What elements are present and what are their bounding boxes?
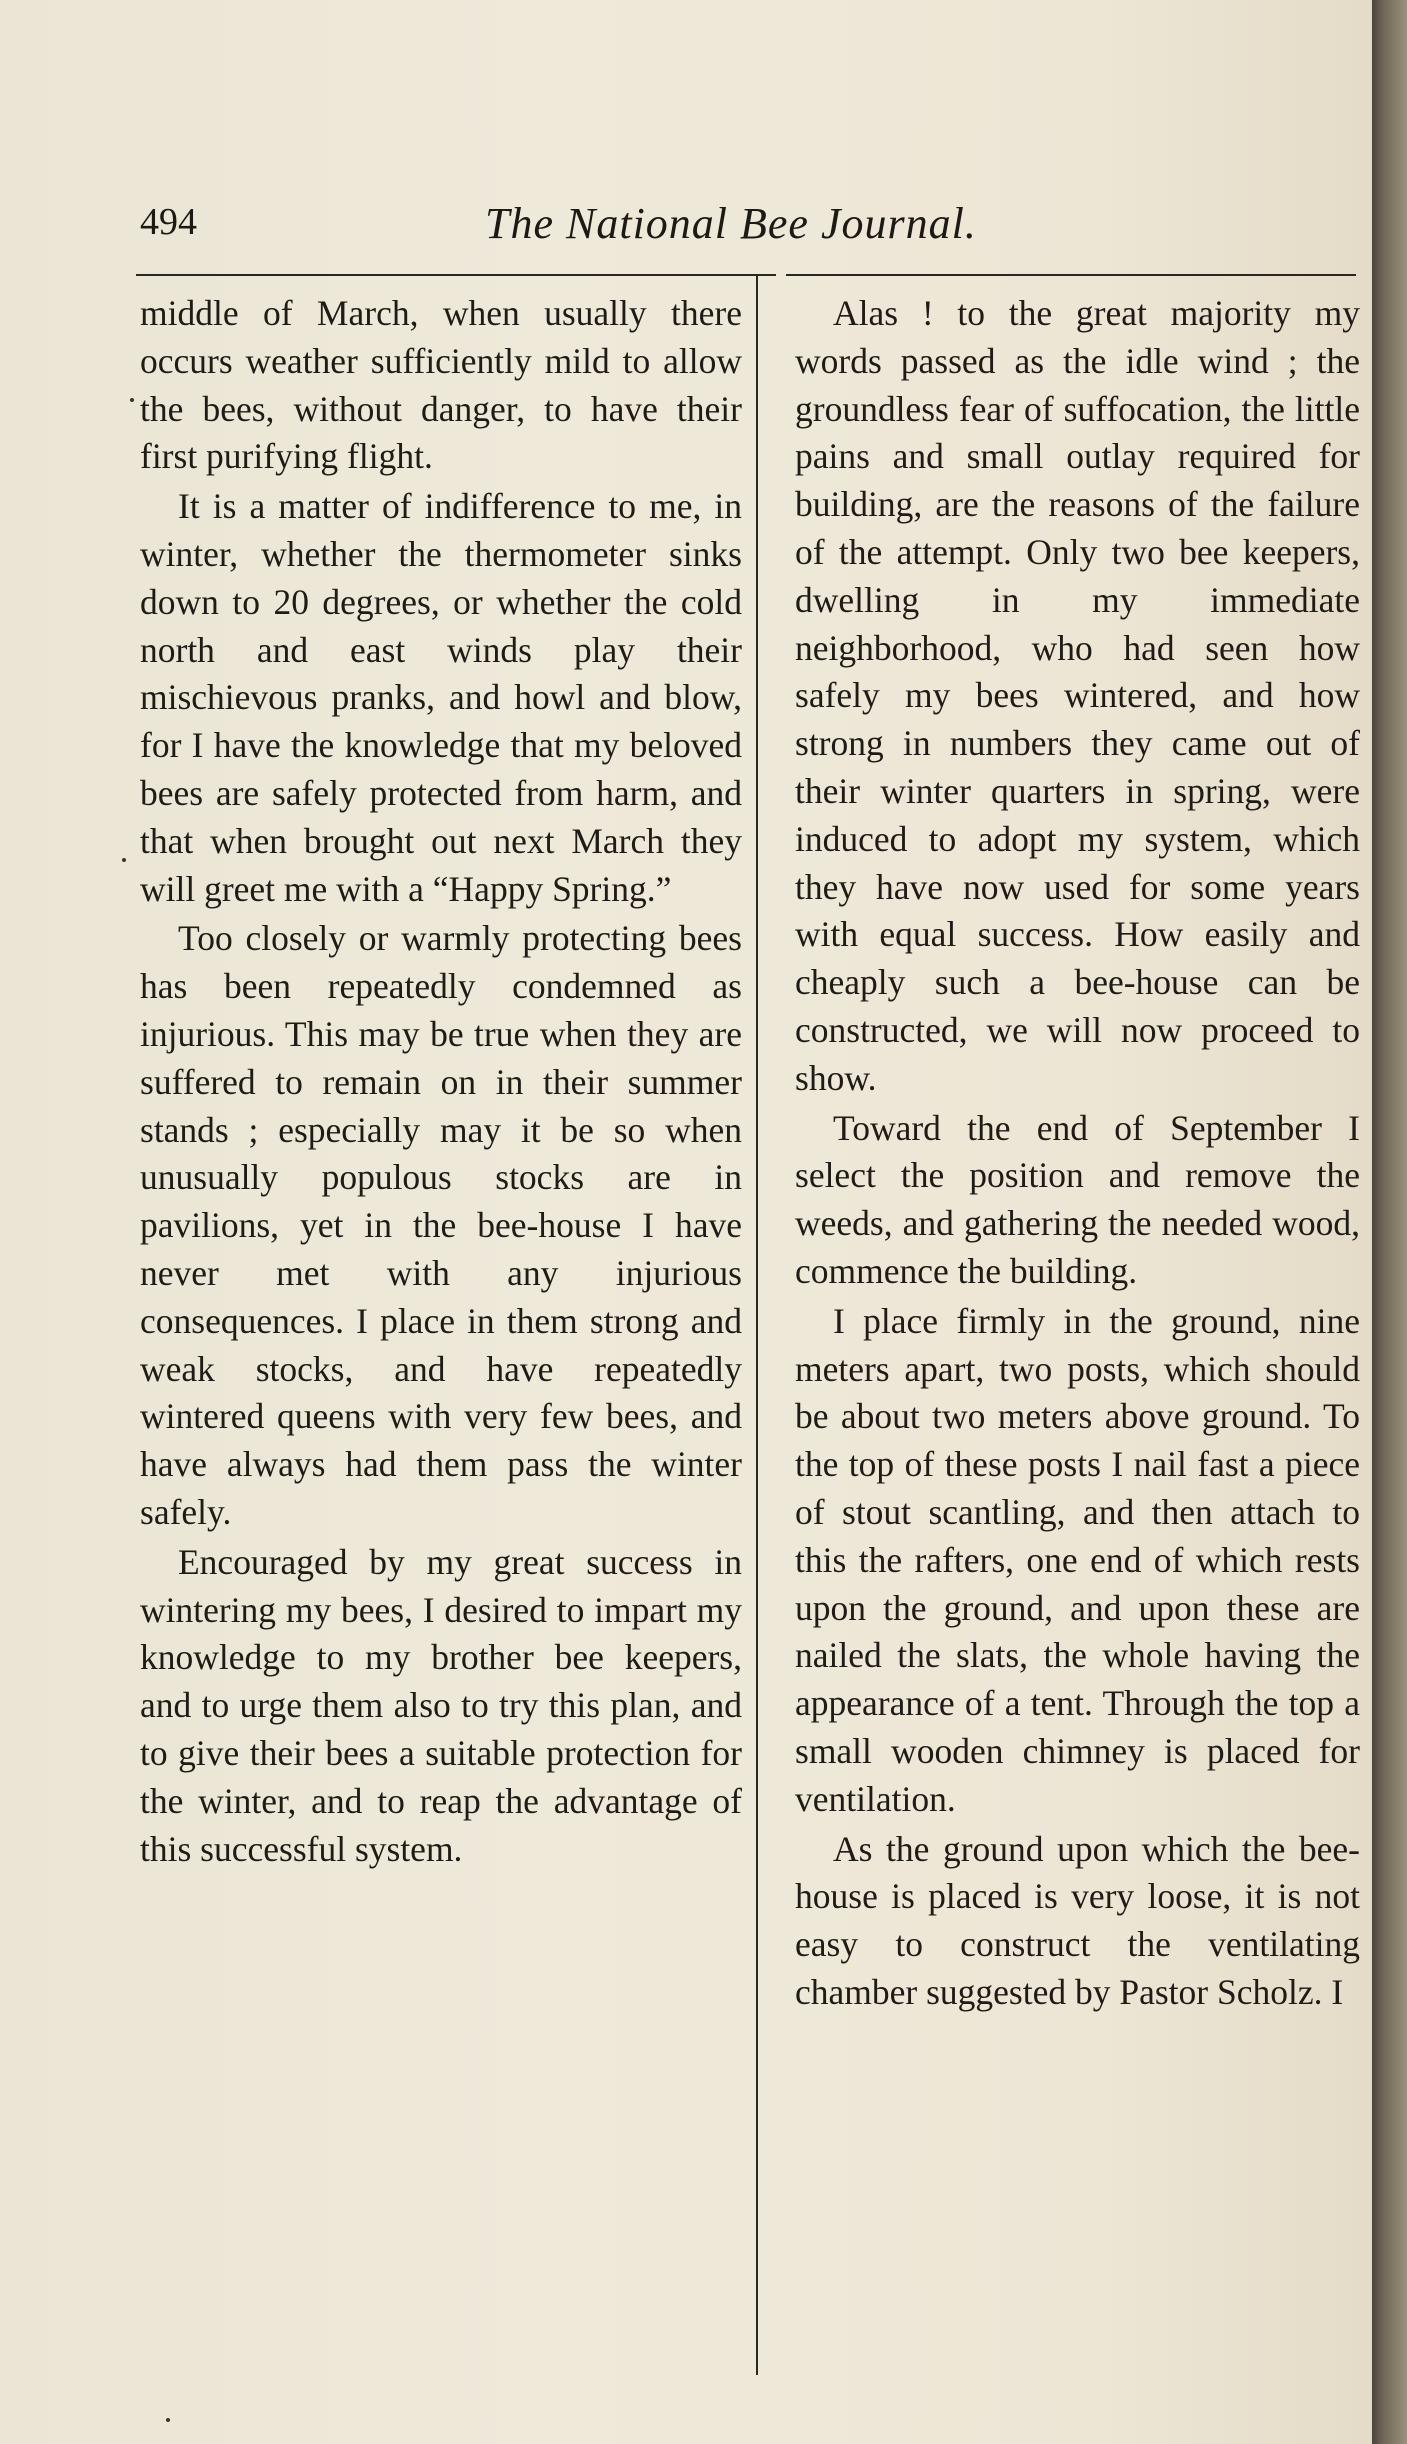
book-edge	[1372, 0, 1407, 2444]
paragraph: I place firmly in the ground, nine meters apart, two posts, which should be about two meters above ground. To the top of these posts I nail fast a piece of stout scantling, and then attach to this the rafters, one end of which rests upon the ground, and upon these are nailed the slats, the whole having the appearance of a tent. Through the top a small wooden chimney is placed for ventilation.	[795, 1300, 1360, 1819]
paragraph: As the ground upon which the bee-house is placed is very loose, it is not easy to construct the ventilating chamber suggested by Pastor Scholz. I	[795, 1828, 1360, 2012]
paragraph: Toward the end of September I select the position and remove the weeds, and gathering the needed wood, commence the building.	[795, 1107, 1360, 1291]
right-column	[795, 290, 1360, 2019]
header-rule-left	[136, 274, 776, 276]
left-column	[140, 290, 742, 1875]
page-number: 494	[140, 201, 197, 243]
paragraph: Too closely or warmly protecting bees has been repeatedly condemned as injurious. This may be true when they are suffered to remain on in their summer stands ; especially may it be so when unusually populous stocks are in pavilions, yet in the bee-house I have never met with any injurious consequences. I place in them strong and weak stocks, and have repeatedly wintered queens with very few bees, and have always had them pass the winter safely.	[140, 918, 742, 1532]
paragraph: middle of March, when usually there occurs weather sufficiently mild to allow the bees, without danger, to have their first purifying flight.	[140, 293, 742, 477]
ink-speck	[130, 398, 134, 402]
paragraph: Alas ! to the great majority my words passed as the idle wind ; the groundless fear of suffocation, the little pains and small outlay required for building, are the reasons of the failure of the attempt. Only two bee keepers, dwelling in my immediate neighborhood, who had seen how safely my bees wintered, and how strong in numbers they came out of their winter quarters in spring, were induced to adopt my system, which they have now used for some years with equal success. How easily and cheaply such a bee-house can be constructed, we will now proceed to show.	[795, 293, 1360, 1098]
header-rule-right	[786, 274, 1356, 276]
ink-speck	[122, 858, 126, 862]
page-header	[140, 190, 1320, 260]
ink-speck	[166, 2418, 170, 2422]
running-title: The National Bee Journal.	[485, 199, 977, 248]
paragraph: It is a matter of indifference to me, in winter, whether the thermometer sinks down to 20 degrees, or whether the cold north and east winds play their mischievous pranks, and howl and blow, for I have the knowledge that my beloved bees are safely protected from harm, and that when brought out next March they will greet me with a “Happy Spring.”	[140, 486, 742, 909]
paragraph: Encouraged by my great success in wintering my bees, I desired to impart my knowledge to my brother bee keepers, and to urge them also to try this plan, and to give their bees a suitable protection for the winter, and to reap the advantage of this successful system.	[140, 1541, 742, 1869]
column-divider	[756, 275, 758, 2375]
